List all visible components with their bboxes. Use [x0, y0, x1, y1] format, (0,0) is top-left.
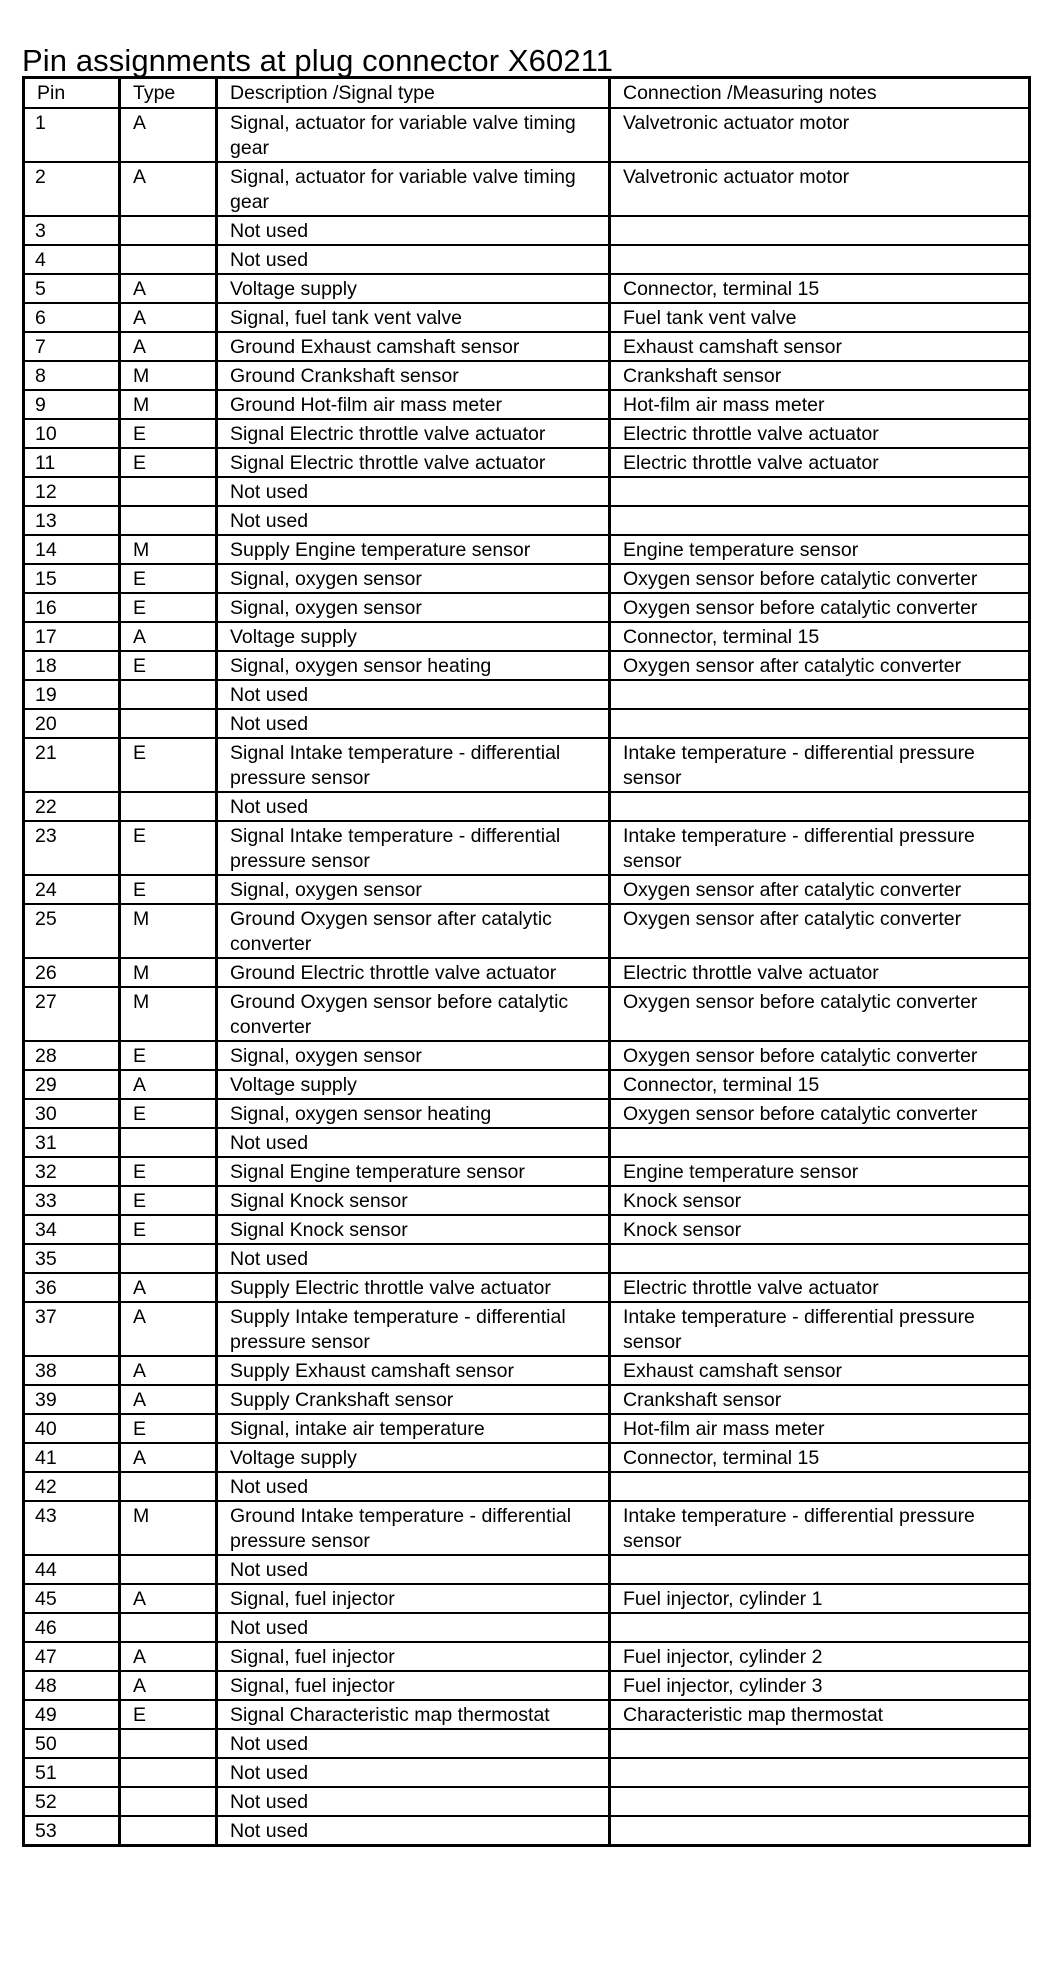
- cell-description: Signal, oxygen sensor heating: [217, 1099, 610, 1128]
- table-row: [24, 1157, 1030, 1186]
- cell-type: M: [120, 987, 217, 1041]
- table-row: [24, 1671, 1030, 1700]
- cell-connection: Hot-film air mass meter: [610, 390, 1030, 419]
- cell-connection: Electric throttle valve actuator: [610, 419, 1030, 448]
- cell-type: [120, 1729, 217, 1758]
- cell-type: [120, 506, 217, 535]
- cell-description: Not used: [217, 1244, 610, 1273]
- cell-description: Signal Characteristic map thermostat: [217, 1700, 610, 1729]
- cell-connection: Oxygen sensor before catalytic converter: [610, 564, 1030, 593]
- cell-type: E: [120, 1041, 217, 1070]
- cell-connection: [610, 1472, 1030, 1501]
- cell-connection: Intake temperature - differential pressure sensor: [610, 1501, 1030, 1555]
- cell-type: E: [120, 1157, 217, 1186]
- cell-type: A: [120, 108, 217, 162]
- pin-assignment-table: [22, 76, 1031, 1847]
- cell-connection: Oxygen sensor before catalytic converter: [610, 593, 1030, 622]
- cell-description: Not used: [217, 1758, 610, 1787]
- cell-connection: Electric throttle valve actuator: [610, 1273, 1030, 1302]
- cell-description: Supply Electric throttle valve actuator: [217, 1273, 610, 1302]
- cell-description: Ground Crankshaft sensor: [217, 361, 610, 390]
- table-row: [24, 1787, 1030, 1816]
- cell-description: Signal, fuel injector: [217, 1584, 610, 1613]
- cell-type: E: [120, 651, 217, 680]
- table-row: [24, 1385, 1030, 1414]
- cell-connection: [610, 1758, 1030, 1787]
- cell-pin: 4: [24, 245, 120, 274]
- cell-pin: 20: [24, 709, 120, 738]
- table-row: [24, 1642, 1030, 1671]
- table-row: [24, 875, 1030, 904]
- table-row: [24, 1356, 1030, 1385]
- cell-pin: 8: [24, 361, 120, 390]
- table-row: [24, 1443, 1030, 1472]
- cell-pin: 19: [24, 680, 120, 709]
- cell-connection: Connector, terminal 15: [610, 622, 1030, 651]
- cell-type: [120, 1555, 217, 1584]
- cell-connection: Connector, terminal 15: [610, 274, 1030, 303]
- cell-connection: Fuel tank vent valve: [610, 303, 1030, 332]
- table-row: [24, 1729, 1030, 1758]
- table-row: [24, 1816, 1030, 1846]
- cell-connection: Connector, terminal 15: [610, 1070, 1030, 1099]
- cell-connection: Engine temperature sensor: [610, 535, 1030, 564]
- cell-description: Signal Electric throttle valve actuator: [217, 448, 610, 477]
- table-row: [24, 1700, 1030, 1729]
- cell-pin: 53: [24, 1816, 120, 1846]
- cell-connection: [610, 1787, 1030, 1816]
- table-row: [24, 1501, 1030, 1555]
- cell-type: [120, 1472, 217, 1501]
- cell-pin: 34: [24, 1215, 120, 1244]
- cell-type: [120, 1613, 217, 1642]
- cell-connection: Engine temperature sensor: [610, 1157, 1030, 1186]
- cell-type: A: [120, 1385, 217, 1414]
- cell-description: Signal, oxygen sensor heating: [217, 651, 610, 680]
- table-row: [24, 1041, 1030, 1070]
- table-row: [24, 1584, 1030, 1613]
- cell-connection: Oxygen sensor before catalytic converter: [610, 1099, 1030, 1128]
- cell-pin: 30: [24, 1099, 120, 1128]
- cell-description: Ground Exhaust camshaft sensor: [217, 332, 610, 361]
- cell-pin: 13: [24, 506, 120, 535]
- cell-pin: 43: [24, 1501, 120, 1555]
- cell-pin: 16: [24, 593, 120, 622]
- cell-description: Ground Oxygen sensor after catalytic converter: [217, 904, 610, 958]
- cell-type: E: [120, 875, 217, 904]
- cell-description: Not used: [217, 506, 610, 535]
- cell-connection: Crankshaft sensor: [610, 361, 1030, 390]
- cell-pin: 47: [24, 1642, 120, 1671]
- table-body: [24, 108, 1030, 1846]
- table-row: [24, 245, 1030, 274]
- cell-description: Not used: [217, 1472, 610, 1501]
- cell-pin: 52: [24, 1787, 120, 1816]
- table-row: [24, 564, 1030, 593]
- cell-description: Not used: [217, 1128, 610, 1157]
- cell-connection: Crankshaft sensor: [610, 1385, 1030, 1414]
- table-row: [24, 216, 1030, 245]
- cell-pin: 27: [24, 987, 120, 1041]
- cell-pin: 37: [24, 1302, 120, 1356]
- cell-description: Ground Oxygen sensor before catalytic converter: [217, 987, 610, 1041]
- table-row: [24, 303, 1030, 332]
- cell-description: Not used: [217, 680, 610, 709]
- cell-type: E: [120, 1186, 217, 1215]
- cell-description: Signal, actuator for variable valve timing gear: [217, 162, 610, 216]
- cell-type: [120, 1128, 217, 1157]
- table-row: [24, 1414, 1030, 1443]
- cell-type: [120, 1787, 217, 1816]
- cell-type: E: [120, 738, 217, 792]
- table-row: [24, 390, 1030, 419]
- table-row: [24, 506, 1030, 535]
- cell-pin: 35: [24, 1244, 120, 1273]
- table-row: [24, 1070, 1030, 1099]
- table-row: [24, 821, 1030, 875]
- cell-type: [120, 216, 217, 245]
- cell-pin: 26: [24, 958, 120, 987]
- table-row: [24, 622, 1030, 651]
- cell-type: [120, 477, 217, 506]
- cell-description: Signal, fuel injector: [217, 1671, 610, 1700]
- cell-description: Signal Engine temperature sensor: [217, 1157, 610, 1186]
- cell-pin: 49: [24, 1700, 120, 1729]
- cell-description: Signal Electric throttle valve actuator: [217, 419, 610, 448]
- cell-connection: [610, 792, 1030, 821]
- table-row: [24, 274, 1030, 303]
- table-row: [24, 1273, 1030, 1302]
- cell-pin: 40: [24, 1414, 120, 1443]
- cell-description: Signal, fuel injector: [217, 1642, 610, 1671]
- cell-connection: Fuel injector, cylinder 3: [610, 1671, 1030, 1700]
- cell-description: Not used: [217, 1729, 610, 1758]
- cell-pin: 7: [24, 332, 120, 361]
- cell-pin: 51: [24, 1758, 120, 1787]
- cell-pin: 25: [24, 904, 120, 958]
- cell-description: Not used: [217, 245, 610, 274]
- cell-description: Not used: [217, 709, 610, 738]
- table-row: [24, 477, 1030, 506]
- cell-connection: Fuel injector, cylinder 1: [610, 1584, 1030, 1613]
- cell-description: Signal Knock sensor: [217, 1215, 610, 1244]
- cell-type: A: [120, 303, 217, 332]
- cell-type: A: [120, 1273, 217, 1302]
- cell-pin: 46: [24, 1613, 120, 1642]
- cell-description: Signal, oxygen sensor: [217, 564, 610, 593]
- cell-description: Signal, fuel tank vent valve: [217, 303, 610, 332]
- table-row: [24, 1555, 1030, 1584]
- cell-pin: 11: [24, 448, 120, 477]
- cell-connection: Valvetronic actuator motor: [610, 162, 1030, 216]
- cell-pin: 44: [24, 1555, 120, 1584]
- table-row: [24, 448, 1030, 477]
- cell-connection: Fuel injector, cylinder 2: [610, 1642, 1030, 1671]
- cell-connection: Valvetronic actuator motor: [610, 108, 1030, 162]
- cell-connection: Intake temperature - differential pressure sensor: [610, 738, 1030, 792]
- header-connection: Connection /Measuring notes: [610, 78, 1030, 109]
- cell-pin: 39: [24, 1385, 120, 1414]
- cell-description: Supply Engine temperature sensor: [217, 535, 610, 564]
- cell-description: Signal Intake temperature - differential pressure sensor: [217, 821, 610, 875]
- cell-pin: 38: [24, 1356, 120, 1385]
- cell-connection: [610, 1555, 1030, 1584]
- cell-type: A: [120, 1356, 217, 1385]
- cell-pin: 15: [24, 564, 120, 593]
- cell-description: Not used: [217, 1555, 610, 1584]
- cell-connection: Knock sensor: [610, 1215, 1030, 1244]
- cell-description: Signal Knock sensor: [217, 1186, 610, 1215]
- cell-type: [120, 792, 217, 821]
- table-row: [24, 987, 1030, 1041]
- cell-pin: 24: [24, 875, 120, 904]
- table-row: [24, 1128, 1030, 1157]
- cell-type: A: [120, 332, 217, 361]
- cell-pin: 18: [24, 651, 120, 680]
- cell-description: Ground Intake temperature - differential pressure sensor: [217, 1501, 610, 1555]
- cell-description: Supply Intake temperature - differential pressure sensor: [217, 1302, 610, 1356]
- cell-description: Supply Exhaust camshaft sensor: [217, 1356, 610, 1385]
- header-type: Type: [120, 78, 217, 109]
- cell-description: Not used: [217, 792, 610, 821]
- cell-type: E: [120, 419, 217, 448]
- page-title: Pin assignments at plug connector X60211: [22, 42, 614, 78]
- cell-type: [120, 709, 217, 738]
- table-row: [24, 361, 1030, 390]
- cell-type: E: [120, 593, 217, 622]
- cell-connection: Connector, terminal 15: [610, 1443, 1030, 1472]
- table-row: [24, 1215, 1030, 1244]
- cell-type: E: [120, 1700, 217, 1729]
- cell-type: A: [120, 1671, 217, 1700]
- cell-pin: 42: [24, 1472, 120, 1501]
- cell-type: [120, 245, 217, 274]
- cell-description: Voltage supply: [217, 1443, 610, 1472]
- cell-pin: 28: [24, 1041, 120, 1070]
- table-row: [24, 1099, 1030, 1128]
- cell-type: [120, 680, 217, 709]
- cell-pin: 3: [24, 216, 120, 245]
- cell-pin: 5: [24, 274, 120, 303]
- cell-connection: [610, 216, 1030, 245]
- cell-description: Voltage supply: [217, 1070, 610, 1099]
- header-pin: Pin: [24, 78, 120, 109]
- cell-type: A: [120, 1584, 217, 1613]
- cell-description: Signal, actuator for variable valve timing gear: [217, 108, 610, 162]
- cell-type: M: [120, 1501, 217, 1555]
- cell-description: Ground Electric throttle valve actuator: [217, 958, 610, 987]
- table-row: [24, 709, 1030, 738]
- cell-description: Ground Hot-film air mass meter: [217, 390, 610, 419]
- cell-pin: 45: [24, 1584, 120, 1613]
- cell-type: E: [120, 1099, 217, 1128]
- cell-type: E: [120, 1414, 217, 1443]
- table-row: [24, 738, 1030, 792]
- cell-pin: 48: [24, 1671, 120, 1700]
- cell-type: A: [120, 274, 217, 303]
- cell-type: A: [120, 622, 217, 651]
- cell-connection: [610, 245, 1030, 274]
- cell-type: M: [120, 958, 217, 987]
- cell-type: E: [120, 821, 217, 875]
- header-description: Description /Signal type: [217, 78, 610, 109]
- cell-connection: [610, 680, 1030, 709]
- table-row: [24, 1244, 1030, 1273]
- cell-description: Not used: [217, 477, 610, 506]
- cell-connection: [610, 709, 1030, 738]
- table-row: [24, 593, 1030, 622]
- cell-pin: 10: [24, 419, 120, 448]
- cell-connection: [610, 1244, 1030, 1273]
- cell-type: E: [120, 1215, 217, 1244]
- table-row: [24, 1186, 1030, 1215]
- cell-pin: 22: [24, 792, 120, 821]
- cell-description: Not used: [217, 1816, 610, 1846]
- cell-description: Signal, intake air temperature: [217, 1414, 610, 1443]
- cell-connection: Intake temperature - differential pressure sensor: [610, 1302, 1030, 1356]
- cell-pin: 14: [24, 535, 120, 564]
- table-row: [24, 419, 1030, 448]
- cell-type: A: [120, 1302, 217, 1356]
- table-row: [24, 162, 1030, 216]
- cell-connection: Oxygen sensor before catalytic converter: [610, 1041, 1030, 1070]
- cell-pin: 6: [24, 303, 120, 332]
- cell-type: M: [120, 361, 217, 390]
- cell-connection: [610, 1128, 1030, 1157]
- cell-pin: 12: [24, 477, 120, 506]
- cell-connection: Oxygen sensor after catalytic converter: [610, 904, 1030, 958]
- cell-connection: Characteristic map thermostat: [610, 1700, 1030, 1729]
- cell-connection: Electric throttle valve actuator: [610, 448, 1030, 477]
- table-row: [24, 1472, 1030, 1501]
- cell-pin: 41: [24, 1443, 120, 1472]
- cell-connection: Oxygen sensor after catalytic converter: [610, 875, 1030, 904]
- cell-connection: Oxygen sensor after catalytic converter: [610, 651, 1030, 680]
- table-row: [24, 1758, 1030, 1787]
- table-row: [24, 1302, 1030, 1356]
- table-row: [24, 535, 1030, 564]
- table-row: [24, 904, 1030, 958]
- cell-pin: 9: [24, 390, 120, 419]
- cell-pin: 50: [24, 1729, 120, 1758]
- table-row: [24, 792, 1030, 821]
- cell-connection: [610, 1729, 1030, 1758]
- cell-connection: Exhaust camshaft sensor: [610, 1356, 1030, 1385]
- cell-description: Not used: [217, 1787, 610, 1816]
- table-row: [24, 958, 1030, 987]
- cell-type: E: [120, 564, 217, 593]
- cell-connection: Exhaust camshaft sensor: [610, 332, 1030, 361]
- cell-connection: [610, 1613, 1030, 1642]
- cell-type: A: [120, 162, 217, 216]
- cell-connection: Oxygen sensor before catalytic converter: [610, 987, 1030, 1041]
- cell-connection: Electric throttle valve actuator: [610, 958, 1030, 987]
- table-header-row: [24, 78, 1030, 109]
- cell-connection: [610, 506, 1030, 535]
- cell-pin: 2: [24, 162, 120, 216]
- cell-type: M: [120, 390, 217, 419]
- cell-connection: [610, 1816, 1030, 1846]
- cell-connection: Knock sensor: [610, 1186, 1030, 1215]
- cell-pin: 31: [24, 1128, 120, 1157]
- cell-type: A: [120, 1443, 217, 1472]
- cell-description: Signal, oxygen sensor: [217, 1041, 610, 1070]
- cell-description: Not used: [217, 1613, 610, 1642]
- table-row: [24, 1613, 1030, 1642]
- cell-description: Voltage supply: [217, 622, 610, 651]
- cell-type: A: [120, 1070, 217, 1099]
- table-row: [24, 332, 1030, 361]
- cell-pin: 32: [24, 1157, 120, 1186]
- table-row: [24, 651, 1030, 680]
- cell-connection: Intake temperature - differential pressure sensor: [610, 821, 1030, 875]
- cell-type: M: [120, 904, 217, 958]
- cell-type: [120, 1816, 217, 1846]
- cell-description: Supply Crankshaft sensor: [217, 1385, 610, 1414]
- cell-type: M: [120, 535, 217, 564]
- cell-type: E: [120, 448, 217, 477]
- table-row: [24, 680, 1030, 709]
- cell-pin: 33: [24, 1186, 120, 1215]
- cell-pin: 29: [24, 1070, 120, 1099]
- table-row: [24, 108, 1030, 162]
- cell-pin: 36: [24, 1273, 120, 1302]
- cell-connection: Hot-film air mass meter: [610, 1414, 1030, 1443]
- cell-connection: [610, 477, 1030, 506]
- cell-pin: 17: [24, 622, 120, 651]
- cell-description: Signal, oxygen sensor: [217, 875, 610, 904]
- cell-description: Signal Intake temperature - differential pressure sensor: [217, 738, 610, 792]
- cell-description: Voltage supply: [217, 274, 610, 303]
- cell-type: [120, 1244, 217, 1273]
- cell-pin: 1: [24, 108, 120, 162]
- cell-description: Not used: [217, 216, 610, 245]
- cell-pin: 23: [24, 821, 120, 875]
- cell-description: Signal, oxygen sensor: [217, 593, 610, 622]
- cell-pin: 21: [24, 738, 120, 792]
- cell-type: [120, 1758, 217, 1787]
- cell-type: A: [120, 1642, 217, 1671]
